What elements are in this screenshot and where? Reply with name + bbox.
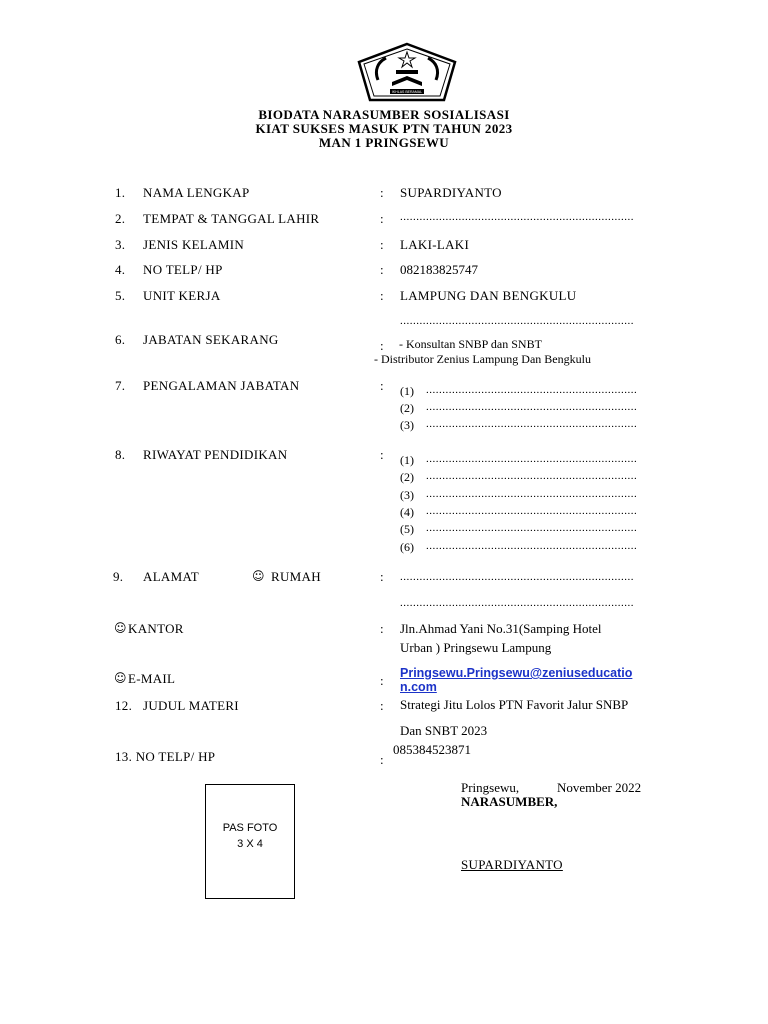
dotted-line: ........................................................................ <box>400 315 634 327</box>
colon: : <box>380 673 384 688</box>
doc-title-line3: MAN 1 PRINGSEWU <box>318 135 450 150</box>
list-item-num: (2) <box>400 470 414 484</box>
value-nama: SUPARDIYANTO <box>400 185 502 200</box>
dotted-line: ................................................................. <box>426 418 638 430</box>
row-num: 5. <box>115 288 126 303</box>
logo-text: IKHLAS BERAMAL <box>391 90 423 94</box>
label-kantor: KANTOR <box>128 621 184 636</box>
dotted-line: ................................................................. <box>426 540 638 552</box>
row-num: 9. <box>113 569 124 584</box>
colon: : <box>380 621 384 636</box>
row-label-jabatan: JABATAN SEKARANG <box>143 332 279 347</box>
value-judul-2: Dan SNBT 2023 <box>400 723 488 738</box>
list-item-num: (5) <box>400 522 414 536</box>
list-item-num: (3) <box>400 488 414 502</box>
dotted-line: ................................................................. <box>426 522 638 534</box>
value-jabatan-1: - Konsultan SNBP dan SNBT <box>399 337 542 351</box>
photo-label-1: PAS FOTO <box>222 822 278 834</box>
list-item-num: (1) <box>400 384 414 398</box>
smile-icon: ☺ <box>252 569 265 583</box>
value-unit: LAMPUNG DAN BENGKULU <box>400 288 577 303</box>
dotted-line: ................................................................. <box>426 453 638 465</box>
row-num: 2. <box>115 211 126 226</box>
label-rumah: RUMAH <box>271 569 321 584</box>
colon: : <box>380 447 384 462</box>
colon: : <box>380 185 384 200</box>
value-telp2: 085384523871 <box>393 742 471 757</box>
colon: : <box>380 752 384 767</box>
row-label-telp: NO TELP/ HP <box>143 262 223 277</box>
dotted-line: ........................................................................ <box>400 211 634 223</box>
list-item-num: (3) <box>400 418 414 432</box>
colon: : <box>380 211 384 226</box>
list-item-num: (6) <box>400 540 414 554</box>
row-label-pendidikan: RIWAYAT PENDIDIKAN <box>143 447 288 462</box>
row-num: 3. <box>115 237 126 252</box>
row-num: 7. <box>115 378 126 393</box>
signature-role: NARASUMBER, <box>461 794 558 809</box>
email-link[interactable]: Pringsewu.Pringsewu@zeniuseducatio <box>400 666 633 680</box>
row-num: 12. <box>115 698 133 713</box>
row-label-jk: JENIS KELAMIN <box>143 237 245 252</box>
label-telp2: 13. NO TELP/ HP <box>115 749 216 764</box>
doc-title-line1: BIODATA NARASUMBER SOSIALISASI <box>258 107 510 122</box>
doc-title-line2: KIAT SUKSES MASUK PTN TAHUN 2023 <box>255 121 513 136</box>
value-telp: 082183825747 <box>400 262 478 277</box>
list-item-num: (2) <box>400 401 414 415</box>
smile-icon: ☺ <box>114 671 127 685</box>
label-email: E-MAIL <box>128 671 176 686</box>
row-label-ttl: TEMPAT & TANGGAL LAHIR <box>143 211 320 226</box>
colon: : <box>380 288 384 303</box>
list-item-num: (1) <box>400 453 414 467</box>
colon: : <box>380 237 384 252</box>
signature-place: Pringsewu, <box>461 780 520 795</box>
value-jabatan-2: - Distributor Zenius Lampung Dan Bengkulu <box>374 352 591 366</box>
photo-placeholder <box>205 784 295 899</box>
value-kantor-2: Urban ) Pringsewu Lampung <box>400 640 552 655</box>
colon: : <box>380 262 384 277</box>
label-judul: JUDUL MATERI <box>143 698 239 713</box>
smile-icon: ☺ <box>114 621 127 635</box>
dotted-line: ................................................................. <box>426 401 638 413</box>
signature-date: November 2022 <box>557 780 642 795</box>
row-label-alamat: ALAMAT <box>143 569 199 584</box>
dotted-line: ................................................................. <box>426 505 638 517</box>
list-item-num: (4) <box>400 505 414 519</box>
row-label-unit: UNIT KERJA <box>143 288 221 303</box>
kemenag-logo-icon <box>356 42 458 102</box>
row-num: 8. <box>115 447 126 462</box>
dotted-line: ................................................................. <box>426 470 638 482</box>
row-label-pengalaman: PENGALAMAN JABATAN <box>143 378 300 393</box>
row-label-nama: NAMA LENGKAP <box>143 185 250 200</box>
colon: : <box>380 569 384 584</box>
colon: : <box>380 378 384 393</box>
dotted-line: ........................................................................ <box>400 597 634 609</box>
dotted-line: ................................................................. <box>426 488 638 500</box>
email-link-cont[interactable]: n.com <box>400 680 437 694</box>
colon: : <box>380 698 384 713</box>
row-num: 4. <box>115 262 126 277</box>
value-jk: LAKI-LAKI <box>400 237 470 252</box>
value-kantor-1: Jln.Ahmad Yani No.31(Samping Hotel <box>400 621 602 636</box>
dotted-line: ................................................................. <box>426 384 638 396</box>
value-judul-1: Strategi Jitu Lolos PTN Favorit Jalur SNBP <box>400 697 629 712</box>
signature-name: SUPARDIYANTO <box>461 857 563 872</box>
row-num: 6. <box>115 332 126 347</box>
dotted-line: ........................................................................ <box>400 571 634 583</box>
colon: : <box>380 338 384 353</box>
photo-label-2: 3 X 4 <box>237 838 263 850</box>
row-num: 1. <box>115 185 126 200</box>
